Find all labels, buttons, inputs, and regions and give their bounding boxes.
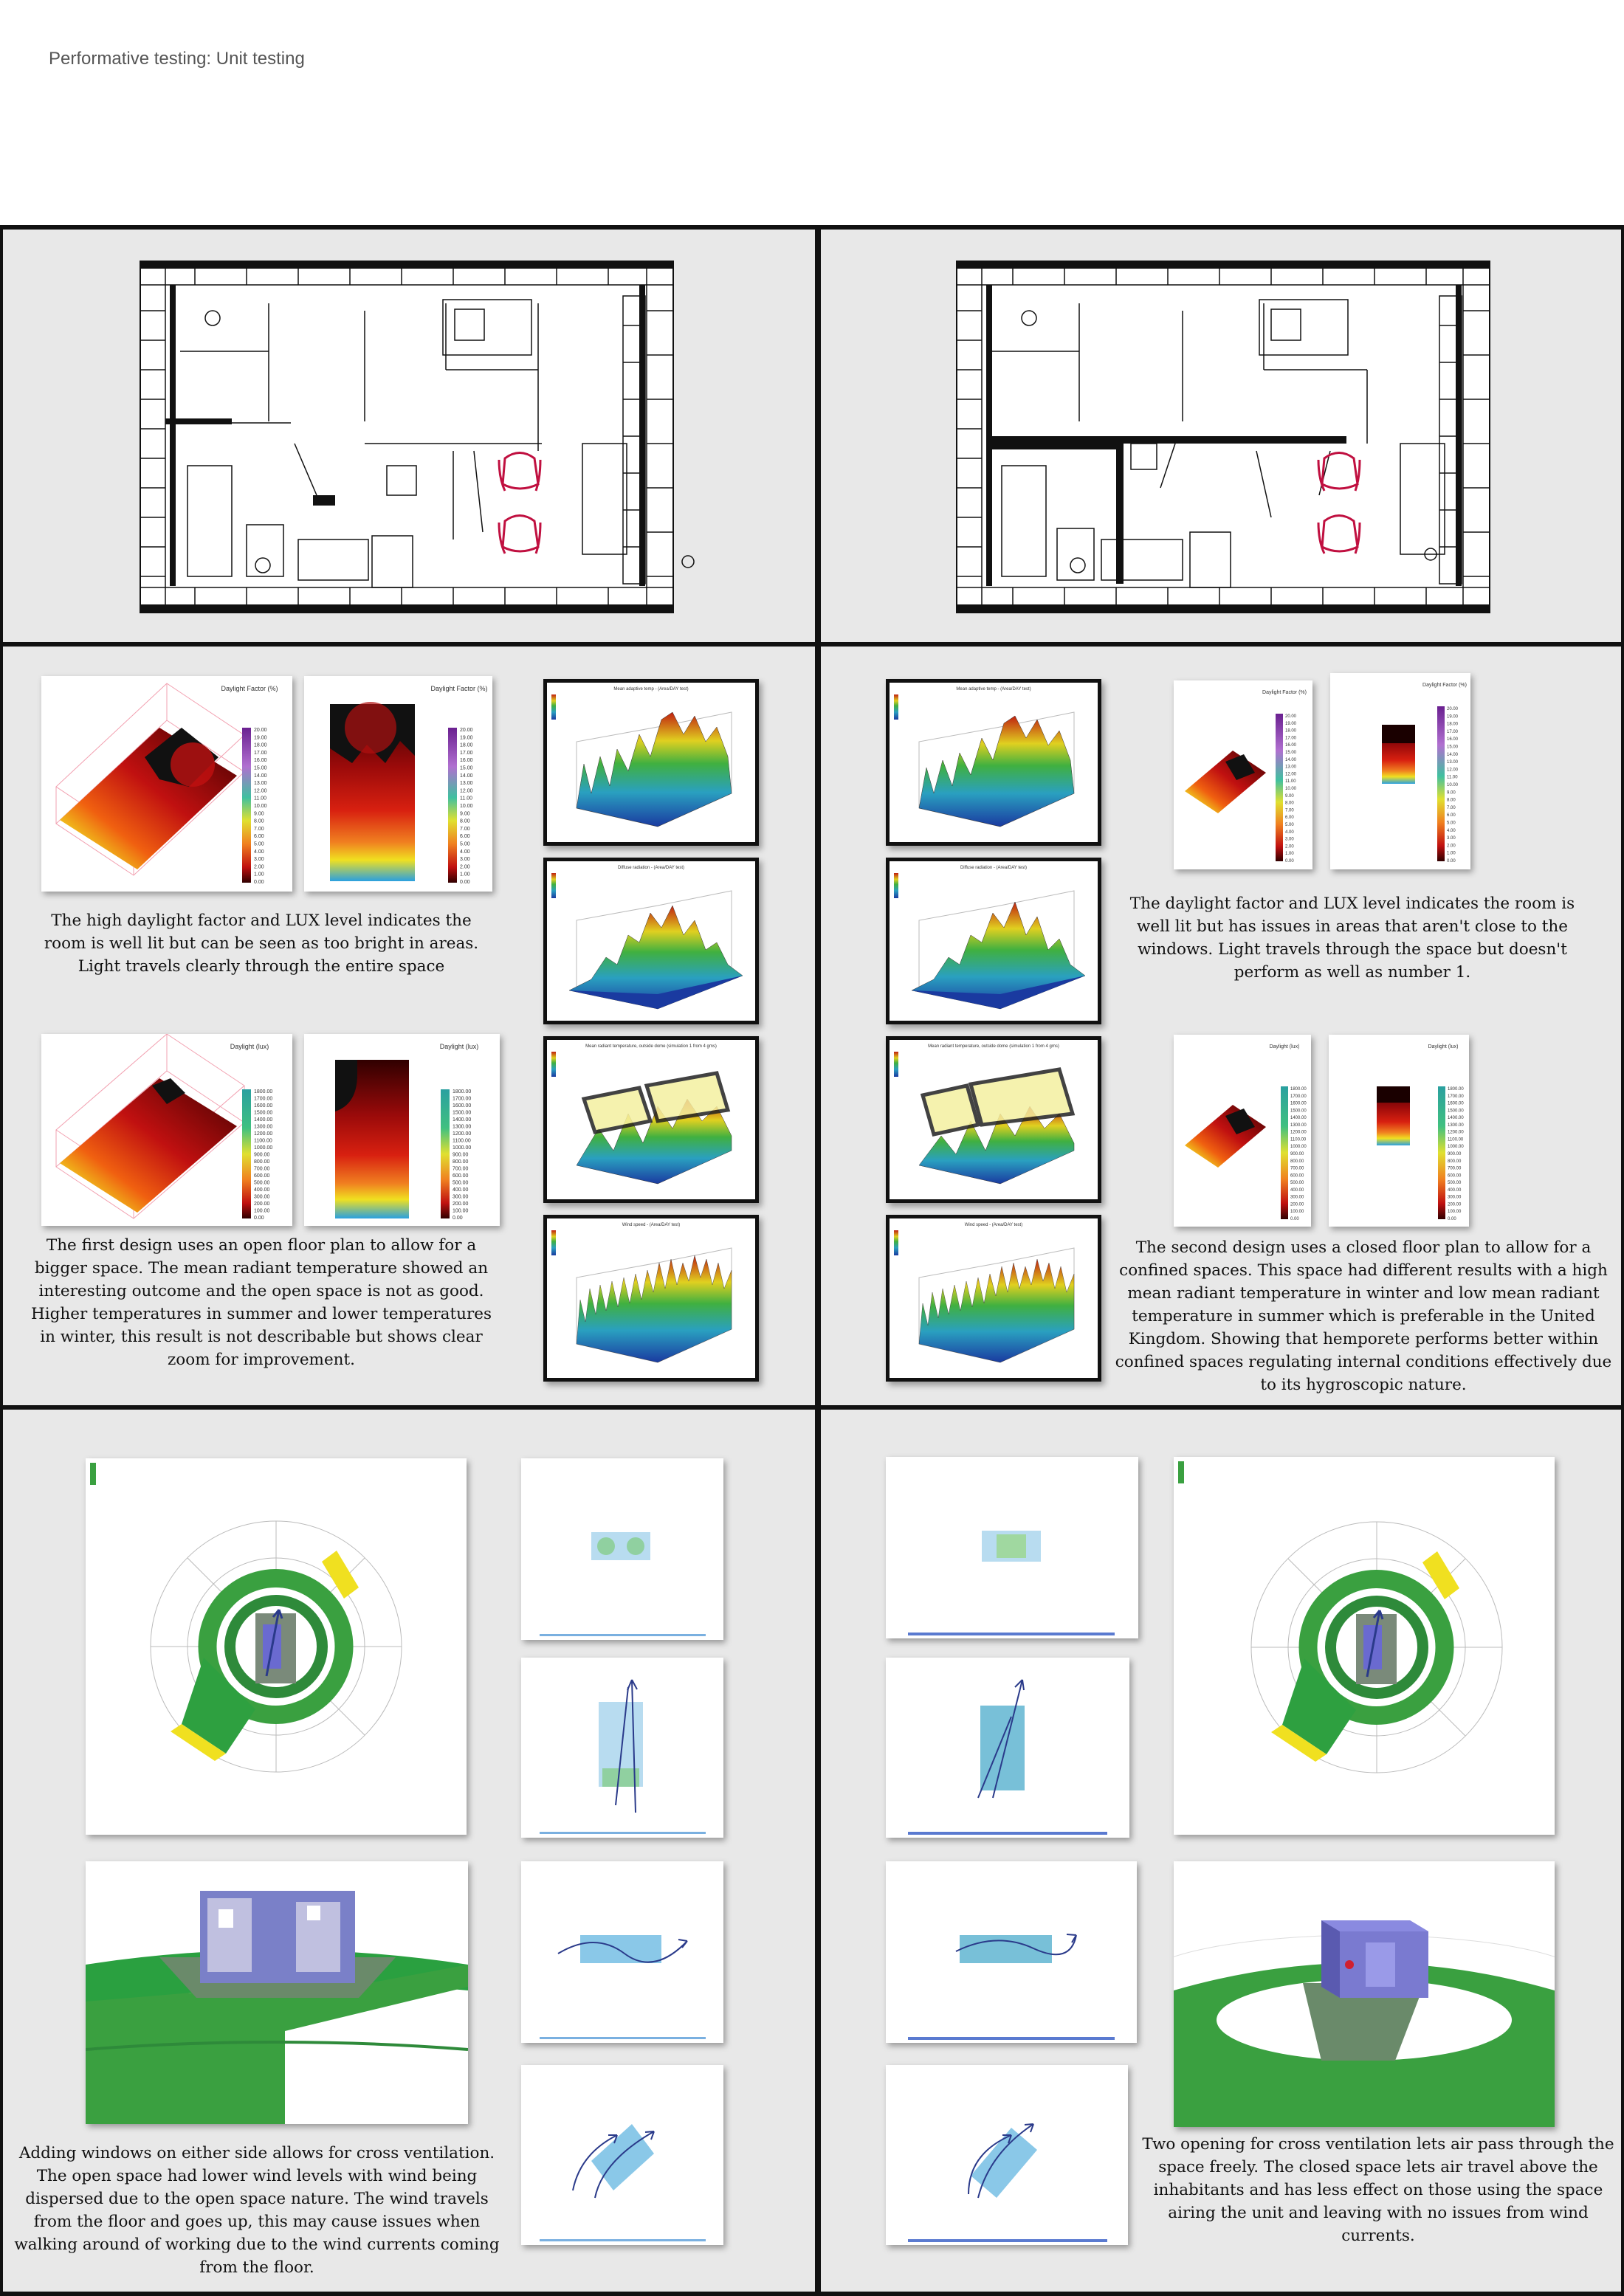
- svg-text:Diffuse radiation - (Area/DAY: Diffuse radiation - (Area/DAY test): [617, 866, 685, 870]
- legend-tick-label: 7.00: [1285, 808, 1294, 813]
- legend-tick-label: 3.00: [1285, 837, 1294, 842]
- legend-tick-label: 5.00: [460, 841, 470, 847]
- chart-wind-speed-d2: [886, 1215, 1101, 1382]
- legend-tick-label: 700.00: [1448, 1166, 1462, 1171]
- svg-text:Daylight (lux): Daylight (lux): [439, 1043, 479, 1050]
- svg-text:Daylight Factor (%): Daylight Factor (%): [1262, 690, 1307, 695]
- legend-tick-label: 100.00: [453, 1208, 469, 1214]
- legend-tick-label: 400.00: [1290, 1187, 1304, 1193]
- legend-tick-label: 1600.00: [1290, 1101, 1307, 1106]
- svg-text:Daylight Factor (%): Daylight Factor (%): [430, 685, 488, 692]
- legend-tick-label: 20.00: [1447, 707, 1459, 711]
- wind-plan-card-2-d2: [886, 1658, 1129, 1838]
- daylight-factor-plan-card-d2: [1330, 673, 1470, 869]
- legend-tick-label: 1300.00: [1448, 1123, 1464, 1128]
- legend-tick-label: 600.00: [254, 1173, 270, 1179]
- chart-adaptive-temp-d1: [543, 679, 759, 846]
- legend-tick-label: 0.00: [1447, 859, 1456, 863]
- legend-tick-label: 600.00: [453, 1173, 469, 1179]
- legend-tick-label: 6.00: [254, 834, 264, 840]
- legend-tick-label: 4.00: [460, 849, 470, 855]
- svg-text:Mean adaptive temp - (Area/DAY: Mean adaptive temp - (Area/DAY test): [613, 687, 689, 692]
- legend-tick-label: 10.00: [254, 804, 267, 809]
- legend-tick-label: 4.00: [1285, 830, 1294, 835]
- legend-tick-label: 16.00: [460, 758, 473, 764]
- svg-text:Diffuse radiation - (Area/DAY: Diffuse radiation - (Area/DAY test): [960, 866, 1028, 870]
- daylight-factor-iso-card-d2: [1174, 680, 1312, 869]
- legend-tick-label: 12.00: [1285, 772, 1297, 777]
- legend-tick-label: 1400.00: [453, 1117, 472, 1123]
- legend-tick-label: 19.00: [460, 735, 473, 741]
- legend-tick-label: 900.00: [1448, 1152, 1462, 1156]
- legend-tick-label: 19.00: [1447, 714, 1459, 720]
- legend-tick-label: 1600.00: [1448, 1101, 1464, 1106]
- legend-tick-label: 800.00: [1448, 1159, 1462, 1164]
- legend-tick-label: 1.00: [1285, 852, 1294, 857]
- legend-tick-label: 0.00: [1285, 859, 1294, 863]
- legend-tick-label: 700.00: [254, 1166, 270, 1172]
- legend-tick-label: 7.00: [1447, 805, 1456, 810]
- legend-tick-label: 14.00: [1285, 757, 1297, 762]
- legend-tick-label: 16.00: [254, 758, 267, 764]
- legend-tick-label: 9.00: [460, 811, 470, 817]
- legend-tick-label: 800.00: [1290, 1159, 1304, 1164]
- svg-text:Mean adaptive temp - (Area/DAY: Mean adaptive temp - (Area/DAY test): [956, 687, 1031, 692]
- legend-tick-label: 100.00: [1290, 1210, 1304, 1215]
- legend-tick-label: 300.00: [453, 1194, 469, 1200]
- daylight-factor-plan-card: [304, 676, 492, 892]
- legend-tick-label: 1200.00: [1290, 1130, 1307, 1135]
- wind-3d-view-card-d1: [86, 1861, 468, 2124]
- legend-tick-label: 400.00: [1448, 1187, 1462, 1193]
- legend-tick-label: 0.00: [1448, 1217, 1456, 1221]
- legend-tick-label: 900.00: [1290, 1152, 1304, 1156]
- divider-right: [1621, 225, 1624, 2296]
- analysis-panel-design-2: [821, 647, 1621, 1405]
- plan-panel-design-1: [3, 230, 815, 642]
- legend-tick-label: 3.00: [460, 857, 470, 863]
- legend-tick-label: 1100.00: [1290, 1137, 1307, 1142]
- legend-tick-label: 9.00: [1285, 793, 1294, 799]
- wind-plan-card-1-d2: [886, 1457, 1138, 1638]
- chart-wind-speed-d1: [543, 1215, 759, 1382]
- floor-plan-design-2: [821, 230, 1621, 642]
- legend-tick-label: 13.00: [254, 781, 267, 787]
- legend-tick-label: 0.00: [254, 1216, 264, 1221]
- legend-tick-label: 10.00: [1447, 783, 1459, 787]
- legend-tick-label: 1200.00: [1448, 1130, 1464, 1135]
- legend-tick-label: 1700.00: [1448, 1094, 1464, 1099]
- legend-tick-label: 10.00: [1285, 787, 1297, 791]
- legend-tick-label: 600.00: [1290, 1173, 1304, 1179]
- legend-tick-label: 1600.00: [254, 1103, 273, 1109]
- legend-tick-label: 1000.00: [1290, 1145, 1307, 1150]
- caption-daylight-design-1: The high daylight factor and LUX level indicates the room is well lit but can be seen as too bright in areas. Light travels clearly through the entire space: [44, 911, 479, 976]
- legend-tick-label: 1800.00: [453, 1089, 472, 1094]
- legend-tick-label: 8.00: [1285, 801, 1294, 806]
- legend-tick-label: 1.00: [1447, 851, 1456, 856]
- svg-text:Wind speed - (Area/DAY test): Wind speed - (Area/DAY test): [622, 1223, 681, 1227]
- legend-tick-label: 8.00: [1447, 798, 1456, 803]
- legend-tick-label: 2.00: [1447, 844, 1456, 849]
- legend-tick-label: 900.00: [453, 1152, 469, 1158]
- caption-wind-design-2: Two opening for cross ventilation lets air pass through the space freely. The closed space lets air travel above the inhabitants and has less effect on those using the space airing the unit and leaving with no issues from wind currents.: [1142, 2135, 1614, 2245]
- svg-text:Mean radiant temperature, outs: Mean radiant temperature, outside dome (simulation 1 from 4 gms): [585, 1044, 717, 1049]
- wind-panel-design-2: [821, 1410, 1621, 2292]
- svg-text:Daylight Factor (%): Daylight Factor (%): [1422, 683, 1467, 688]
- legend-tick-label: 2.00: [254, 864, 264, 870]
- chart-diffuse-radiation-d1: [543, 858, 759, 1024]
- legend-tick-label: 17.00: [254, 750, 267, 756]
- legend-tick-label: 1800.00: [254, 1089, 273, 1094]
- legend-tick-label: 19.00: [254, 735, 267, 741]
- legend-tick-label: 1300.00: [254, 1124, 273, 1130]
- legend-tick-label: 12.00: [460, 788, 473, 794]
- legend-tick-label: 15.00: [1285, 751, 1297, 755]
- legend-tick-label: 200.00: [1448, 1202, 1462, 1207]
- legend-tick-label: 20.00: [254, 728, 267, 733]
- wind-plan-card-2-d1: [521, 1658, 723, 1838]
- legend-tick-label: 5.00: [254, 841, 264, 847]
- lux-iso-card-d2: [1174, 1035, 1311, 1227]
- legend-tick-label: 19.00: [1285, 721, 1297, 726]
- caption-thermal-design-2: The second design uses a closed floor plan to allow for a confined spaces. This space had different results with a high mean radiant temperature in winter and low mean radiant temperature in summer which is preferable in the United Kingdom. Showing that hemporete performs better within confined spaces regulating internal conditions effectively due to its hygroscopic nature.: [1115, 1238, 1612, 1394]
- legend-tick-label: 1.00: [254, 872, 264, 878]
- legend-tick-label: 300.00: [1448, 1195, 1462, 1200]
- wind-rose-card-d2: [1174, 1457, 1555, 1835]
- legend-tick-label: 9.00: [254, 811, 264, 817]
- svg-text:Daylight Factor (%): Daylight Factor (%): [221, 685, 278, 692]
- caption-daylight-design-2: The daylight factor and LUX level indicates the room is well lit but has issues in areas that aren't close to the windows. Light travels through the space but doesn't perform as well as number 1.: [1129, 894, 1575, 982]
- legend-tick-label: 11.00: [1447, 775, 1458, 780]
- legend-tick-label: 17.00: [1447, 729, 1459, 734]
- floor-plan-design-1: [3, 230, 815, 642]
- legend-tick-label: 1000.00: [1448, 1145, 1464, 1150]
- legend-tick-label: 200.00: [453, 1202, 469, 1207]
- legend-tick-label: 4.00: [1447, 828, 1456, 833]
- svg-text:Daylight (lux): Daylight (lux): [230, 1043, 269, 1050]
- lux-plan-card: [304, 1034, 500, 1226]
- legend-tick-label: 5.00: [1285, 823, 1294, 827]
- legend-tick-label: 500.00: [453, 1180, 469, 1186]
- wind-plan-card-4-d1: [521, 2065, 723, 2245]
- legend-tick-label: 1400.00: [254, 1117, 273, 1123]
- wind-panel-design-1: [3, 1410, 815, 2292]
- svg-text:Mean radiant temperature, outs: Mean radiant temperature, outside dome (simulation 1 from 4 gms): [928, 1044, 1059, 1049]
- legend-tick-label: 700.00: [453, 1166, 469, 1172]
- legend-tick-label: 0.00: [453, 1216, 463, 1221]
- legend-tick-label: 100.00: [254, 1208, 270, 1214]
- legend-tick-label: 13.00: [460, 781, 473, 787]
- legend-tick-label: 20.00: [1285, 714, 1297, 719]
- legend-tick-label: 0.00: [254, 880, 264, 885]
- caption-wind-design-1: Adding windows on either side allows for cross ventilation. The open space had lower wind levels with wind being dispersed due to the open space nature. The wind travels from the floor and goes up, this may cause issues when walking around of working due to the wind currents coming from the floor.: [14, 2144, 500, 2277]
- plan-panel-design-2: [821, 230, 1621, 642]
- legend-tick-label: 5.00: [1447, 821, 1456, 826]
- legend-tick-label: 1300.00: [1290, 1123, 1307, 1128]
- legend-tick-label: 1800.00: [1290, 1087, 1307, 1092]
- wind-plan-card-3-d2: [886, 1861, 1137, 2043]
- svg-text:Daylight (lux): Daylight (lux): [1428, 1044, 1459, 1049]
- legend-tick-label: 20.00: [460, 728, 473, 733]
- divider-center: [815, 225, 821, 2296]
- legend-tick-label: 800.00: [254, 1159, 270, 1165]
- legend-tick-label: 13.00: [1285, 765, 1297, 770]
- legend-tick-label: 10.00: [460, 804, 473, 809]
- legend-tick-label: 1500.00: [254, 1110, 273, 1116]
- legend-tick-label: 1500.00: [1290, 1109, 1307, 1114]
- legend-tick-label: 0.00: [460, 880, 470, 885]
- legend-tick-label: 2.00: [460, 864, 470, 870]
- legend-tick-label: 17.00: [460, 750, 473, 756]
- legend-tick-label: 1400.00: [1290, 1116, 1307, 1121]
- legend-tick-label: 11.00: [460, 796, 472, 801]
- legend-tick-label: 1600.00: [453, 1103, 472, 1109]
- legend-tick-label: 1700.00: [254, 1096, 273, 1102]
- legend-tick-label: 6.00: [460, 834, 470, 840]
- legend-tick-label: 400.00: [453, 1187, 469, 1193]
- legend-tick-label: 7.00: [254, 826, 264, 832]
- wind-3d-view-card-d2: [1174, 1861, 1555, 2127]
- legend-tick-label: 1200.00: [453, 1131, 472, 1137]
- legend-tick-label: 15.00: [1447, 745, 1459, 750]
- legend-tick-label: 1400.00: [1448, 1116, 1464, 1121]
- legend-tick-label: 12.00: [1447, 768, 1459, 773]
- legend-tick-label: 12.00: [254, 788, 267, 794]
- legend-tick-label: 500.00: [1290, 1181, 1304, 1186]
- legend-tick-label: 1000.00: [254, 1145, 273, 1151]
- legend-tick-label: 7.00: [460, 826, 470, 832]
- legend-tick-label: 16.00: [1447, 737, 1459, 742]
- legend-tick-label: 1700.00: [1290, 1094, 1307, 1099]
- legend-tick-label: 14.00: [460, 773, 473, 779]
- legend-tick-label: 200.00: [254, 1202, 270, 1207]
- wind-plan-card-1-d1: [521, 1458, 723, 1640]
- legend-tick-label: 500.00: [254, 1180, 270, 1186]
- legend-tick-label: 18.00: [460, 742, 473, 748]
- caption-thermal-design-1: The first design uses an open floor plan to allow for a bigger space. The mean radiant temperature showed an interesting outcome and the open space is not as good. Higher temperatures in summer and lower temperatures in winter, this result is not describable but shows clear zoom for improvement.: [31, 1236, 492, 1369]
- legend-tick-label: 6.00: [1285, 816, 1294, 821]
- legend-tick-label: 9.00: [1447, 790, 1456, 796]
- legend-tick-label: 18.00: [1285, 728, 1297, 734]
- chart-radiant-temp-d1: [543, 1036, 759, 1203]
- legend-tick-label: 14.00: [1447, 752, 1459, 757]
- analysis-panel-design-1: [3, 647, 815, 1405]
- legend-tick-label: 1500.00: [453, 1110, 472, 1116]
- wind-plan-card-4-d2: [886, 2065, 1128, 2245]
- wind-plan-card-3-d1: [521, 1861, 723, 2043]
- legend-tick-label: 300.00: [254, 1194, 270, 1200]
- legend-tick-label: 0.00: [1290, 1217, 1299, 1221]
- daylight-factor-iso-card: [41, 676, 292, 892]
- legend-tick-label: 400.00: [254, 1187, 270, 1193]
- legend-tick-label: 800.00: [453, 1159, 469, 1165]
- legend-tick-label: 700.00: [1290, 1166, 1304, 1171]
- wind-rose-card-d1: [86, 1458, 467, 1835]
- legend-tick-label: 15.00: [460, 765, 473, 771]
- legend-tick-label: 1800.00: [1448, 1087, 1464, 1092]
- legend-tick-label: 500.00: [1448, 1181, 1462, 1186]
- legend-tick-label: 1100.00: [1448, 1137, 1464, 1142]
- legend-tick-label: 13.00: [1447, 760, 1459, 765]
- svg-text:Wind speed - (Area/DAY test): Wind speed - (Area/DAY test): [964, 1223, 1023, 1227]
- chart-radiant-temp-d2: [886, 1036, 1101, 1203]
- legend-tick-label: 3.00: [254, 857, 264, 863]
- chart-diffuse-radiation-d2: [886, 858, 1101, 1024]
- legend-tick-label: 300.00: [1290, 1195, 1304, 1200]
- legend-tick-label: 1700.00: [453, 1096, 472, 1102]
- legend-tick-label: 11.00: [1285, 779, 1296, 785]
- legend-tick-label: 8.00: [460, 818, 470, 824]
- legend-tick-label: 4.00: [254, 849, 264, 855]
- legend-tick-label: 1.00: [460, 872, 470, 878]
- legend-tick-label: 1200.00: [254, 1131, 273, 1137]
- legend-tick-label: 18.00: [1447, 722, 1459, 727]
- legend-tick-label: 900.00: [254, 1152, 270, 1158]
- legend-tick-label: 14.00: [254, 773, 267, 779]
- chart-adaptive-temp-d2: [886, 679, 1101, 846]
- legend-tick-label: 200.00: [1290, 1202, 1304, 1207]
- legend-tick-label: 1100.00: [254, 1138, 272, 1144]
- legend-tick-label: 100.00: [1448, 1210, 1462, 1215]
- svg-text:Daylight (lux): Daylight (lux): [1269, 1044, 1300, 1049]
- legend-tick-label: 2.00: [1285, 844, 1294, 849]
- lux-iso-card: [41, 1034, 292, 1226]
- legend-tick-label: 17.00: [1285, 736, 1297, 741]
- lux-plan-card-d2: [1329, 1035, 1469, 1227]
- legend-tick-label: 1000.00: [453, 1145, 472, 1151]
- legend-tick-label: 16.00: [1285, 743, 1297, 748]
- legend-tick-label: 6.00: [1447, 813, 1456, 818]
- legend-tick-label: 8.00: [254, 818, 264, 824]
- legend-tick-label: 11.00: [254, 796, 266, 801]
- legend-tick-label: 1500.00: [1448, 1109, 1464, 1114]
- legend-tick-label: 3.00: [1447, 836, 1456, 841]
- legend-tick-label: 600.00: [1448, 1173, 1462, 1179]
- legend-tick-label: 1300.00: [453, 1124, 472, 1130]
- legend-tick-label: 18.00: [254, 742, 267, 748]
- page-header: Performative testing: Unit testing: [49, 49, 305, 69]
- legend-tick-label: 15.00: [254, 765, 267, 771]
- divider-bottom: [0, 2292, 1624, 2296]
- legend-tick-label: 1100.00: [453, 1138, 471, 1144]
